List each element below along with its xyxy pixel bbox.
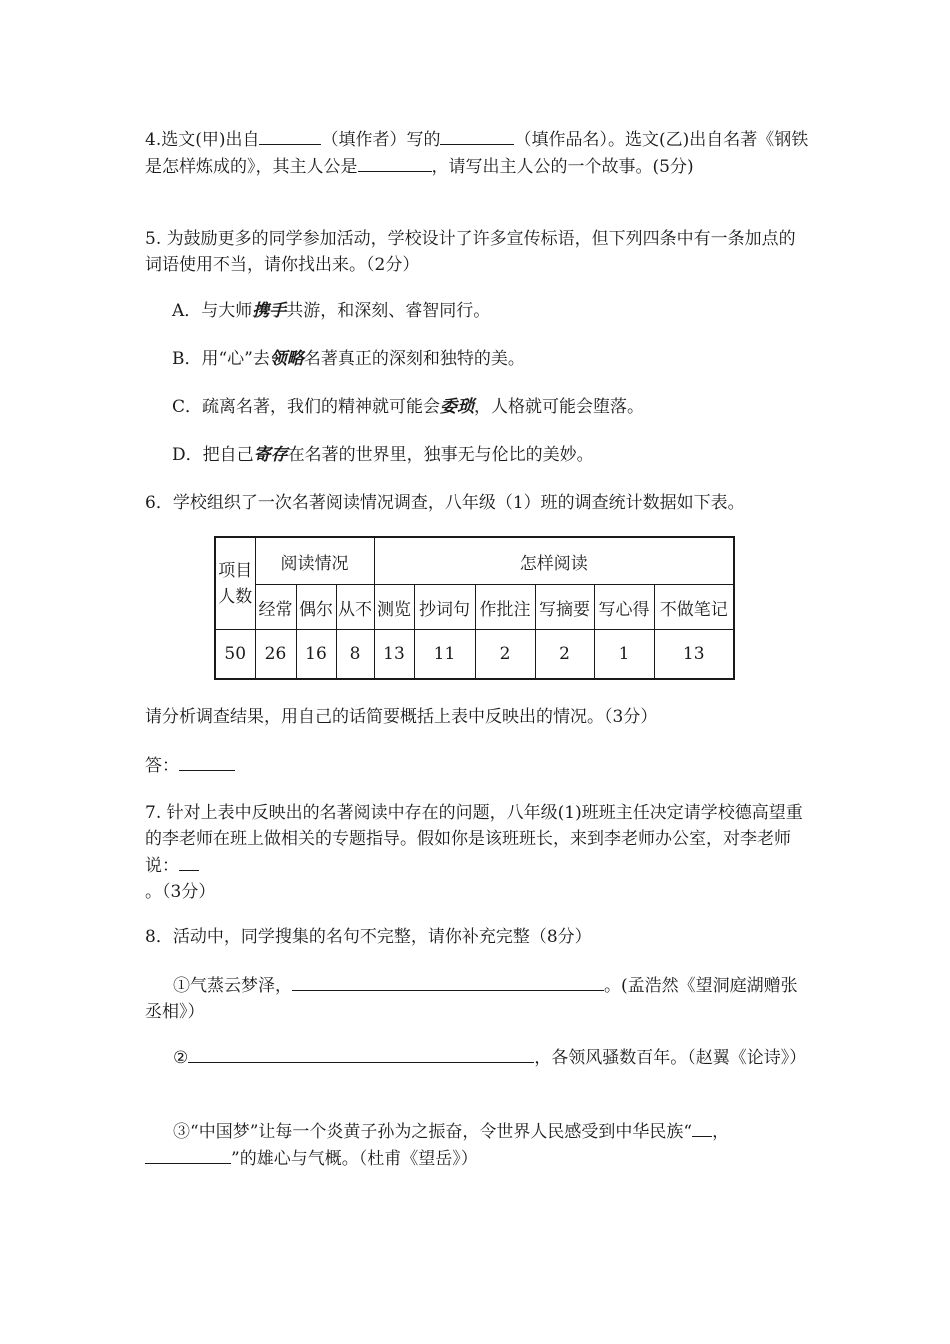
table-cell: 26 xyxy=(255,630,296,680)
q8-item-3-blank-2[interactable] xyxy=(145,1145,231,1164)
q5-option-c-post: ，人格就可能会堕落。 xyxy=(474,397,645,417)
table-group-reading-status: 阅读情况 xyxy=(255,537,374,585)
question-5-stem: 5. 为鼓励更多的同学参加活动，学校设计了许多宣传标语，但下列四条中有一条加点的词语使用不当，请你找出来。（2分） xyxy=(145,229,796,275)
table-subheader: 写摘要 xyxy=(535,585,594,630)
q8-item-1-post: 。(孟浩然《望洞庭湖赠张丞相》） xyxy=(145,976,798,1022)
question-6-answer xyxy=(145,752,810,779)
q4-blank-author[interactable] xyxy=(259,126,321,145)
q8-item-2-post: ，各领风骚数百年。（赵翼《论诗》） xyxy=(534,1048,807,1068)
q4-blank-protagonist[interactable] xyxy=(358,153,432,172)
q8-item-1-blank[interactable] xyxy=(292,972,604,991)
q7-tail: 。（3分） xyxy=(145,882,216,902)
q5-option-c[interactable] xyxy=(172,394,812,420)
q5-option-b-post: 名著真正的深刻和独特的美。 xyxy=(303,349,525,369)
table-cell: 8 xyxy=(336,630,374,680)
table-cell: 2 xyxy=(475,630,535,680)
table-subheader: 经常 xyxy=(255,585,296,630)
survey-table xyxy=(214,536,735,680)
q5-option-d-post: 在名著的世界里，独事无与伦比的美妙。 xyxy=(287,445,594,465)
table-subheader: 作批注 xyxy=(475,585,535,630)
table-row xyxy=(215,630,734,680)
table-cell: 13 xyxy=(654,630,734,680)
table-group-reading-method: 怎样阅读 xyxy=(374,537,734,585)
q8-item-3-post: ”的雄心与气概。（杜甫《望岳》） xyxy=(231,1149,478,1169)
table-cell: 16 xyxy=(296,630,336,680)
q8-item-2-blank[interactable] xyxy=(188,1044,534,1063)
table-subheader: 从不 xyxy=(336,585,374,630)
question-6-prompt: 请分析调查结果，用自己的话简要概括上表中反映出的情况。（3分） xyxy=(145,707,658,727)
table-cell: 2 xyxy=(535,630,594,680)
table-corner-header: 项目人数 xyxy=(215,537,255,630)
table-cell: 50 xyxy=(215,630,255,680)
table-cell: 1 xyxy=(594,630,654,680)
q8-item-2 xyxy=(145,1044,810,1071)
question-8-stem: 8．活动中，同学搜集的名句不完整，请你补充完整（8分） xyxy=(145,927,592,947)
q8-item-3 xyxy=(145,1118,810,1172)
table-cell: 13 xyxy=(374,630,414,680)
q5-option-b-emphasis: 领略 xyxy=(269,349,304,369)
table-cell: 11 xyxy=(414,630,475,680)
q5-option-d-pre: D．把自己 xyxy=(172,445,254,465)
question-4 xyxy=(145,126,810,180)
q5-option-a-post: 共游，和深刻、睿智同行。 xyxy=(286,301,491,321)
q5-option-c-pre: C．疏离名著，我们的精神就可能会 xyxy=(172,397,441,417)
q5-option-a[interactable] xyxy=(172,298,812,324)
table-subheader: 写心得 xyxy=(594,585,654,630)
q8-item-3-mid: ， xyxy=(712,1122,730,1142)
q5-option-a-emphasis: 携手 xyxy=(252,301,287,321)
table-subheader: 偶尔 xyxy=(296,585,336,630)
question-6-stem: 6．学校组织了一次名著阅读情况调查，八年级（1）班的调查统计数据如下表。 xyxy=(145,493,745,513)
q8-item-1 xyxy=(145,972,810,1025)
q4-text-1: 4.选文(甲)出自 xyxy=(145,130,260,150)
q4-blank-work[interactable] xyxy=(440,126,514,145)
question-7 xyxy=(145,800,810,905)
q8-item-1-pre: ①气蒸云梦泽， xyxy=(173,976,292,996)
q8-item-3-blank-1[interactable] xyxy=(692,1118,712,1137)
table-subheader: 测览 xyxy=(374,585,414,630)
q5-option-c-emphasis: 委琐 xyxy=(440,397,475,417)
q8-item-3-pre: ③“中国梦”让每一个炎黄子孙为之振奋，令世界人民感受到中华民族“ xyxy=(173,1122,693,1142)
q5-option-b[interactable] xyxy=(172,346,812,372)
table-subheader: 不做笔记 xyxy=(654,585,734,630)
answer-label: 答： xyxy=(145,756,179,776)
q5-option-b-pre: B．用“心”去 xyxy=(172,349,270,369)
q8-item-2-pre: ② xyxy=(173,1048,189,1068)
answer-blank[interactable] xyxy=(179,752,235,771)
q4-text-2: （填作者）写的 xyxy=(321,130,441,150)
q4-text-4: ，请写出主人公的一个故事。(5分) xyxy=(431,157,694,177)
q4-text-3: （填作品名）。选文(乙)出自名著《钢铁是怎样炼成的》，其主人公是 xyxy=(145,130,809,177)
q5-option-a-pre: A．与大师 xyxy=(172,301,253,321)
q5-option-d[interactable] xyxy=(172,442,812,468)
q5-option-d-emphasis: 寄存 xyxy=(253,445,288,465)
q7-text: 7. 针对上表中反映出的名著阅读中存在的问题，八年级(1)班班主任决定请学校德高望重的李老师在班上做相关的专题指导。假如你是该班班长，来到李老师办公室，对李老师说： xyxy=(145,803,803,876)
q7-blank[interactable] xyxy=(179,852,199,871)
table-subheader: 抄词句 xyxy=(414,585,475,630)
